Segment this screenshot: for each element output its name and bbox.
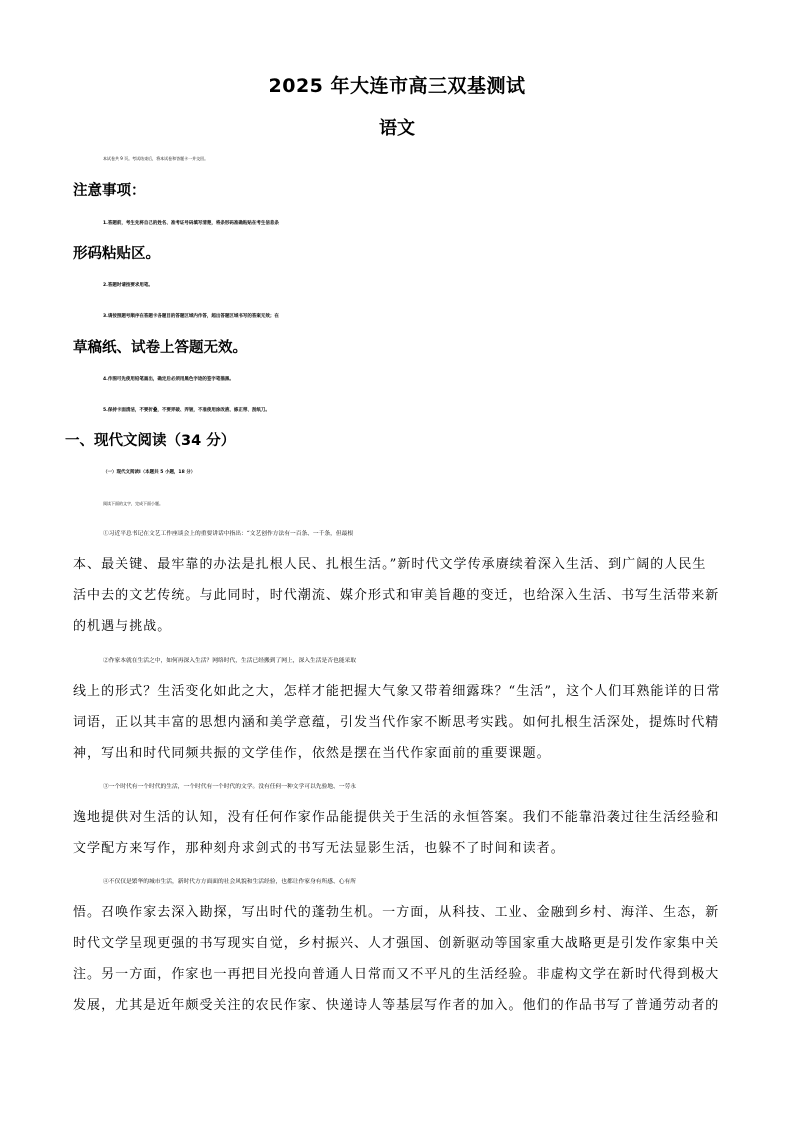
intro-text: 本试卷共 9 页。考试结束后，将本试卷和答题卡一并交回。 bbox=[103, 156, 209, 161]
note-item-5: 5.保持卡面清洁，不要折叠，不要弄破、弄皱，不准使用涂改液、修正带、刮纸刀。 bbox=[103, 408, 270, 413]
section-subtitle: （一）现代文阅读Ⅰ（本题共 5 小题，18 分） bbox=[103, 470, 196, 475]
passage-line: 时代文学呈现更强的书写现实自觉，乡村振兴、人才强国、创新驱动等国家重大战略更是引发作家集中关 bbox=[73, 936, 720, 951]
passage-line: 注。另一方面，作家也一再把目光投向普通人日常而又不平凡的生活经验。非虚构文学在新时代得到极大 bbox=[73, 967, 720, 982]
passage-line: 神，写出和时代同频共振的文学佳作，依然是摆在当代作家面前的重要课题。 bbox=[73, 746, 551, 761]
exam-title: 2025 年大连市高三双基测试 bbox=[268, 75, 526, 97]
passage-line: ①习近平总书记在文艺工作座谈会上的重要讲话中指出：“文艺创作方法有一百条、一千条，但最根 bbox=[103, 531, 354, 537]
note-item-1-line-1: 1.答题前，考生先将自己的姓名、准考证号码填写清楚，将条形码准确粘贴在考生信息条 bbox=[103, 221, 279, 226]
section-instruction: 阅读下面的文字，完成下面小题。 bbox=[103, 501, 163, 506]
note-item-3-line-1: 3.请按照题号顺序在答题卡各题目的答题区域内作答，超出答题区域书写的答案无效；在 bbox=[103, 314, 279, 319]
notes-heading: 注意事项： bbox=[73, 183, 146, 199]
passage-line: 文学配方来写作，那种刻舟求剑式的书写无法显影生活，也躲不了时间和读者。 bbox=[73, 841, 565, 856]
passage-line: 逸地提供对生活的认知，没有任何作家作品能提供关于生活的永恒答案。我们不能靠沿袭过往生活经验和 bbox=[73, 810, 720, 825]
passage-line: 线上的形式？生活变化如此之大，怎样才能把握大气象又带着细露珠？“生活”，这个人们耳熟能详的日常 bbox=[73, 684, 721, 699]
passage-line: 的机遇与挑战。 bbox=[73, 619, 172, 634]
note-item-1-line-2: 形码粘贴区。 bbox=[73, 246, 160, 262]
passage-line: 词语，正以其丰富的思想内涵和美学意蕴，引发当代作家不断思考实践。如何扎根生活深处，提炼时代精 bbox=[73, 715, 720, 730]
passage-line: 发展，尤其是近年颇受关注的农民作家、快递诗人等基层写作者的加入。他们的作品书写了普通劳动者的 bbox=[73, 998, 720, 1013]
note-item-3-line-2: 草稿纸、试卷上答题无效。 bbox=[73, 340, 247, 356]
note-item-4: 4.作图可先使用铅笔画出，确定后必须用黑色字迹的签字笔描黑。 bbox=[103, 377, 234, 382]
passage-line: 活中去的文艺传统。与此同时，时代潮流、媒介形式和审美旨趣的变迁，也给深入生活、书写生活带来新 bbox=[73, 588, 720, 603]
section-title: 一、现代文阅读（34 分） bbox=[65, 433, 236, 449]
note-item-2: 2.答题时请按要求用笔。 bbox=[103, 283, 153, 288]
passage-line: 本、最关键、最牢靠的办法是扎根人民、扎根生活。”新时代文学传承赓续着深入生活、到广阔的人民生 bbox=[73, 557, 707, 572]
passage-line: ③一个时代有一个时代的生活，一个时代有一个时代的文学。没有任何一种文学可以先验地、一劳永 bbox=[103, 784, 356, 790]
passage-line: 悟。召唤作家去深入勘探，写出时代的蓬勃生机。一方面，从科技、工业、金融到乡村、海洋、生态，新 bbox=[73, 905, 720, 920]
subject-title: 语文 bbox=[379, 118, 415, 139]
passage-line: ②作家本就在生活之中，如何再深入生活？网络时代，生活已经搬到了网上，深入生活是否也能采取 bbox=[103, 658, 356, 664]
passage-line: ④不仅仅是繁华的城市生活，新时代方方面面的社会风貌和生活经验，也都让作家身有所感、心有所 bbox=[103, 879, 356, 885]
